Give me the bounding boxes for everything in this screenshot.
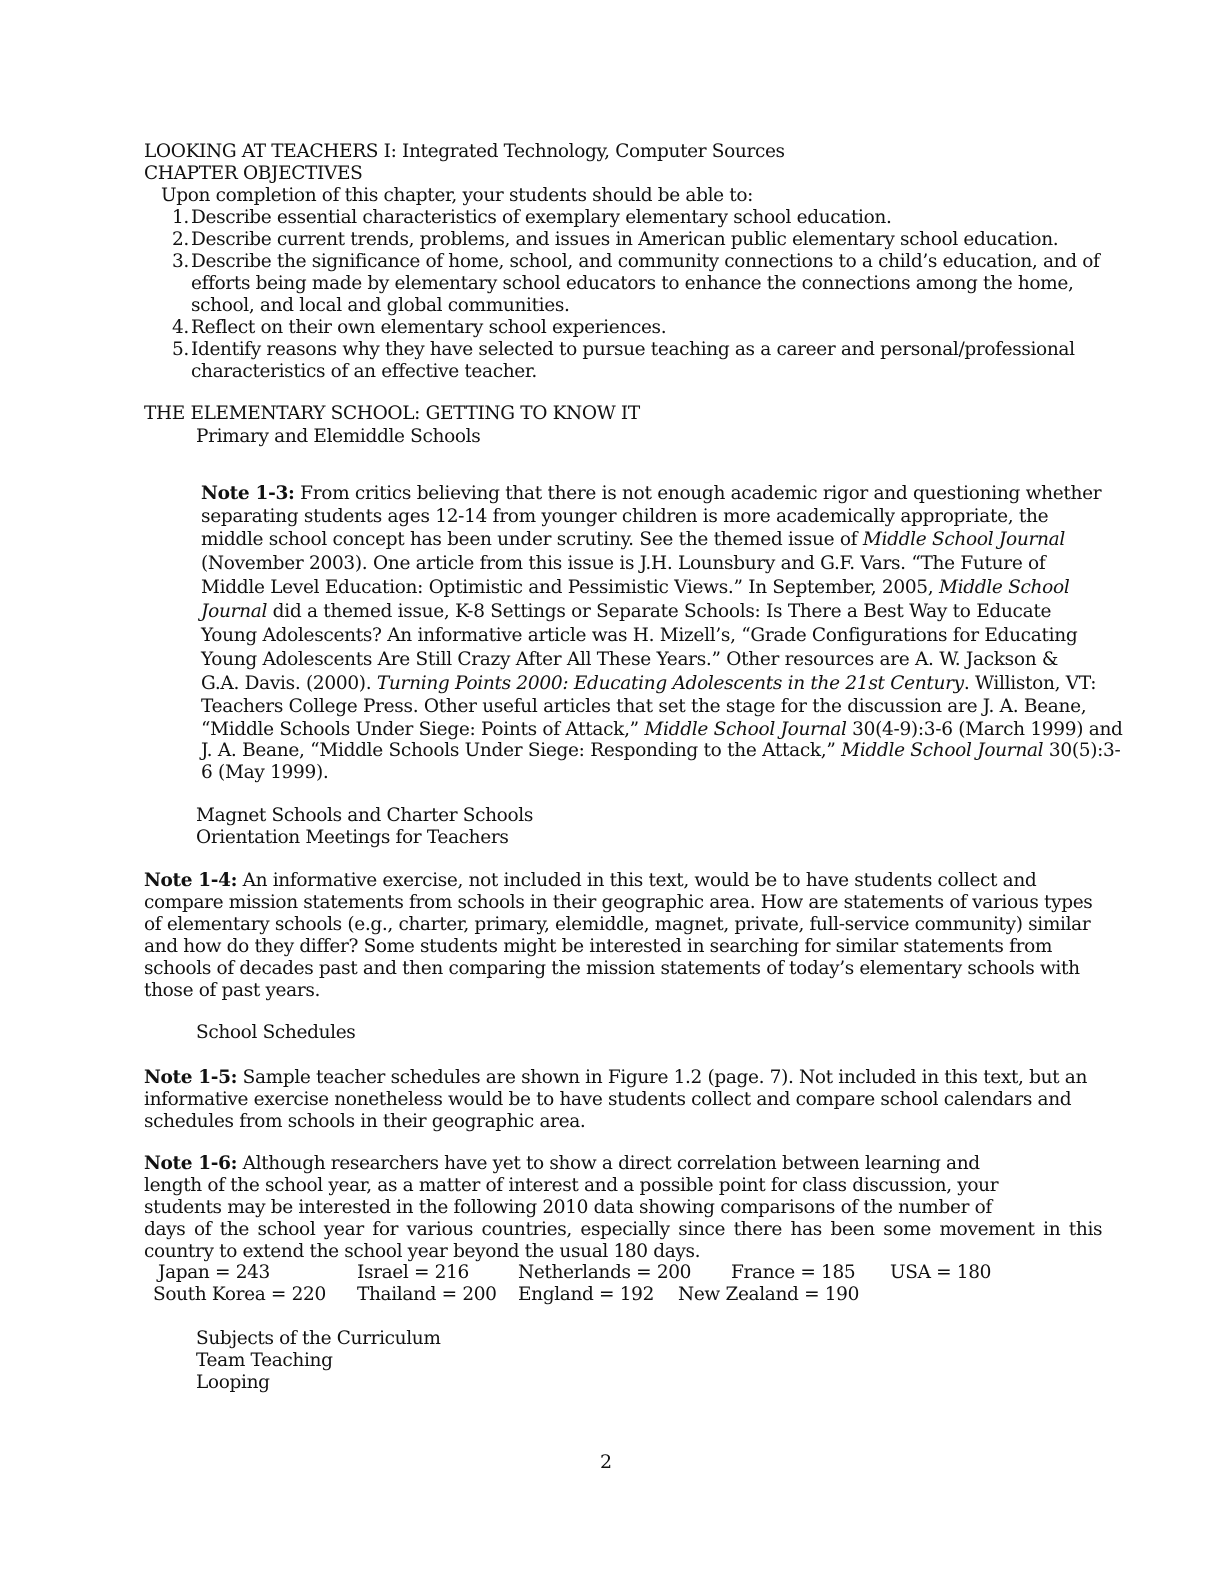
note-text: J. A. Beane, “Middle Schools Under Siege: Responding to the Attack,” xyxy=(201,740,842,761)
subheading-primary: Primary and Elemiddle Schools xyxy=(196,426,481,447)
school-days-cell: Netherlands = 200 xyxy=(518,1262,692,1283)
note-line xyxy=(144,1153,980,1175)
subheading-team-teaching: Team Teaching xyxy=(196,1350,333,1371)
book-title: Turning Points 2000: Educating Adolescents in the 21st Century xyxy=(376,673,964,694)
note-line xyxy=(144,1067,1087,1089)
chapter-title: LOOKING AT TEACHERS I: Integrated Technology, Computer Sources xyxy=(144,141,785,162)
note-line: country to extend the school year beyond the usual 180 days. xyxy=(144,1241,701,1262)
objective-number: 5. xyxy=(172,339,189,360)
note-line xyxy=(201,483,1101,505)
school-days-cell: France = 185 xyxy=(731,1262,856,1283)
objective-number: 3. xyxy=(172,251,189,272)
subheading-orientation: Orientation Meetings for Teachers xyxy=(196,827,509,848)
objective-text: Describe essential characteristics of exemplary elementary school education. xyxy=(191,207,892,228)
school-days-cell: Japan = 243 xyxy=(158,1262,270,1283)
objective-text: Reflect on their own elementary school experiences. xyxy=(191,317,667,338)
note-text: An informative exercise, not included in this text, would be to have students collect and xyxy=(237,870,1037,891)
objective-number: 1. xyxy=(172,207,189,228)
objective-number: 4. xyxy=(172,317,189,338)
note-line xyxy=(201,529,1065,551)
objective-text: school, and local and global communities. xyxy=(191,295,570,316)
page-number: 2 xyxy=(600,1451,613,1473)
school-days-cell: Thailand = 200 xyxy=(357,1284,497,1305)
objective-text: characteristics of an effective teacher. xyxy=(191,361,537,382)
note-line xyxy=(201,719,1123,741)
note-text: Although researchers have yet to show a direct correlation between learning and xyxy=(237,1153,980,1174)
journal-title: Middle School xyxy=(938,577,1070,598)
school-days-cell: USA = 180 xyxy=(890,1262,992,1283)
subheading-schedules: School Schedules xyxy=(196,1022,356,1043)
note-text: . Williston, VT: xyxy=(963,673,1097,694)
note-label: Note 1-4: xyxy=(144,870,238,891)
objective-text: Describe current trends, problems, and issues in American public elementary school education. xyxy=(191,229,1059,250)
objective-number: 2. xyxy=(172,229,189,250)
objectives-intro: Upon completion of this chapter, your students should be able to: xyxy=(161,185,754,206)
note-line: schedules from schools in their geographic area. xyxy=(144,1111,586,1132)
note-label: Note 1-5: xyxy=(144,1067,238,1088)
journal-title: Middle School Journal xyxy=(644,719,847,740)
note-text: G.A. Davis. (2000). xyxy=(201,673,377,694)
note-line: Young Adolescents Are Still Crazy After All These Years.” Other resources are A. W. Jackson & xyxy=(201,649,1059,670)
school-days-cell: South Korea = 220 xyxy=(153,1284,326,1305)
note-text: 30(4-9):3-6 (March 1999) and xyxy=(846,719,1123,740)
note-text: “Middle Schools Under Siege: Points of Attack,” xyxy=(201,719,645,740)
note-line: of elementary schools (e.g., charter, primary, elemiddle, magnet, private, full-service community) similar xyxy=(144,914,1091,935)
note-line: compare mission statements from schools in their geographic area. How are statements of various types xyxy=(144,892,1093,913)
school-days-cell: Israel = 216 xyxy=(357,1262,469,1283)
note-line xyxy=(201,601,1051,623)
note-line: Young Adolescents? An informative article was H. Mizell’s, “Grade Configurations for Educating xyxy=(201,625,1078,646)
note-text: did a themed issue, K-8 Settings or Separate Schools: Is There a Best Way to Educate xyxy=(267,601,1052,622)
note-line: days of the school year for various countries, especially since there has been some movement in this xyxy=(144,1219,1103,1240)
note-line: 6 (May 1999). xyxy=(201,762,329,783)
note-line xyxy=(144,870,1036,892)
section-heading-elementary: THE ELEMENTARY SCHOOL: GETTING TO KNOW IT xyxy=(144,403,640,424)
journal-title: Journal xyxy=(201,601,268,622)
note-line xyxy=(201,673,1096,695)
note-line: students may be interested in the following 2010 data showing comparisons of the number of xyxy=(144,1197,992,1218)
note-line: length of the school year, as a matter of interest and a possible point for class discussion, your xyxy=(144,1175,999,1196)
note-text: Middle Level Education: Optimistic and Pessimistic Views.” In September, 2005, xyxy=(201,577,939,598)
note-text: middle school concept has been under scrutiny. See the themed issue of xyxy=(201,529,863,550)
note-line: and how do they differ? Some students might be interested in searching for similar statements from xyxy=(144,936,1053,957)
section-heading-objectives: CHAPTER OBJECTIVES xyxy=(144,163,363,184)
note-text: 30(5):3- xyxy=(1043,740,1121,761)
school-days-cell: England = 192 xyxy=(518,1284,654,1305)
objective-text: efforts being made by elementary school educators to enhance the connections among the home, xyxy=(191,273,1074,294)
objective-text: Identify reasons why they have selected to pursue teaching as a career and personal/professional xyxy=(191,339,1075,360)
note-text: Sample teacher schedules are shown in Figure 1.2 (page. 7). Not included in this text, but an xyxy=(237,1067,1088,1088)
note-line: separating students ages 12-14 from younger children is more academically appropriate, the xyxy=(201,506,1049,527)
subheading-looping: Looping xyxy=(196,1372,270,1393)
note-line: informative exercise nonetheless would be to have students collect and compare school calendars and xyxy=(144,1089,1072,1110)
note-line xyxy=(201,740,1120,762)
note-line: schools of decades past and then comparing the mission statements of today’s elementary schools with xyxy=(144,958,1080,979)
subheading-magnet: Magnet Schools and Charter Schools xyxy=(196,805,533,826)
school-days-cell: New Zealand = 190 xyxy=(678,1284,860,1305)
note-line: those of past years. xyxy=(144,980,321,1001)
subheading-curriculum: Subjects of the Curriculum xyxy=(196,1328,441,1349)
note-line: (November 2003). One article from this issue is J.H. Lounsbury and G.F. Vars. “The Future of xyxy=(201,553,1046,574)
note-label: Note 1-3: xyxy=(201,483,295,504)
journal-title: Middle School Journal xyxy=(841,740,1044,761)
note-label: Note 1-6: xyxy=(144,1153,238,1174)
note-line: Teachers College Press. Other useful articles that set the stage for the discussion are J. A. Beane, xyxy=(201,696,1087,717)
journal-title: Middle School Journal xyxy=(862,529,1065,550)
objective-text: Describe the significance of home, school, and community connections to a child’s education, and of xyxy=(191,251,1100,272)
note-text: From critics believing that there is not enough academic rigor and questioning whether xyxy=(300,483,1102,504)
note-line xyxy=(201,577,1069,599)
